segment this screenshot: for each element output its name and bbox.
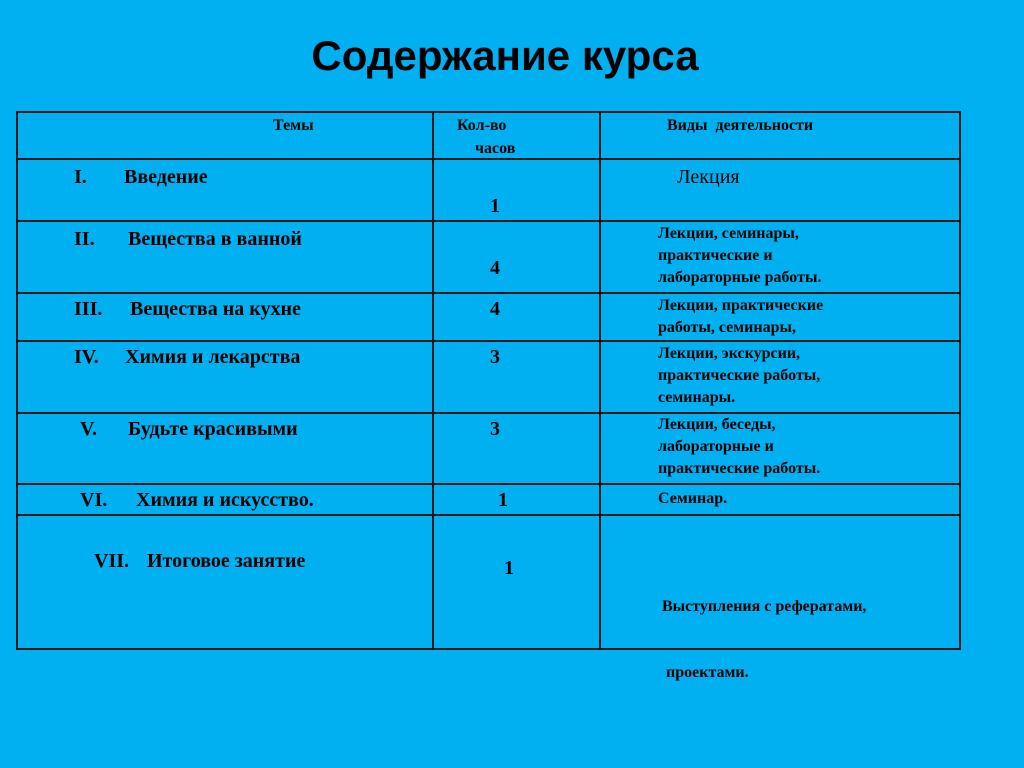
table-row-topic	[94, 550, 305, 573]
page-title: Содержание курса	[311, 32, 699, 79]
table-row-divider	[16, 340, 961, 342]
row-number: IV.	[74, 346, 99, 368]
table-border-top	[16, 111, 961, 113]
table-row-topic	[80, 489, 314, 512]
table-column-divider	[432, 111, 434, 650]
row-number: II.	[74, 228, 95, 250]
row-activity: Лекция	[677, 166, 740, 188]
activity-line: Лекции, экскурсии,	[658, 345, 801, 362]
row-number: VII.	[94, 550, 130, 572]
activity-line: семинары.	[658, 389, 736, 406]
row-number: VI.	[80, 489, 108, 511]
activity-line: лабораторные работы.	[658, 269, 822, 286]
table-column-divider	[599, 111, 601, 650]
table-border-left	[16, 111, 18, 650]
row-activity	[662, 552, 866, 706]
table-row-topic	[74, 298, 301, 321]
row-topic-label: Химия и искусство.	[136, 489, 314, 511]
table-row-topic	[74, 228, 302, 251]
row-topic-label: Химия и лекарства	[125, 346, 301, 368]
activity-line: лабораторные и	[658, 438, 774, 455]
activity-line: практические работы.	[658, 460, 821, 477]
row-topic-label: Вещества в ванной	[128, 228, 302, 250]
row-hours: 1	[504, 557, 514, 579]
row-hours: 4	[490, 298, 500, 320]
table-row-topic	[80, 418, 298, 441]
table-row-topic	[74, 346, 300, 369]
row-topic-label: Введение	[124, 166, 208, 188]
activity-line: Лекции, беседы,	[658, 416, 776, 433]
table-row-divider	[16, 514, 961, 516]
row-hours: 3	[490, 418, 500, 440]
row-topic-label: Вещества на кухне	[130, 298, 301, 320]
header-activities: Виды деятельности	[667, 117, 814, 134]
row-hours: 4	[490, 257, 500, 279]
row-number: V.	[80, 418, 97, 440]
activity-line: Лекции, семинары,	[658, 225, 799, 242]
table-row-divider	[16, 292, 961, 294]
activity-line: проектами.	[662, 664, 749, 681]
row-activity	[658, 343, 820, 409]
header-hours-line1: Кол-во	[457, 117, 507, 134]
table-border-right	[959, 111, 961, 650]
row-activity	[658, 295, 823, 339]
row-activity: Семинар.	[658, 490, 728, 507]
row-hours: 1	[498, 489, 508, 511]
activity-line: Выступления с рефератами,	[662, 598, 867, 615]
row-activity	[658, 223, 821, 289]
activity-line: практические работы,	[658, 367, 821, 384]
activity-line: практические и	[658, 247, 773, 264]
activity-line: работы, семинары,	[658, 319, 796, 336]
row-hours: 1	[490, 195, 500, 217]
row-topic-label: Итоговое занятие	[147, 550, 306, 572]
row-number: I.	[74, 166, 87, 188]
table-row-divider	[16, 220, 961, 222]
row-number: III.	[74, 298, 103, 320]
table-row-divider	[16, 483, 961, 485]
row-activity	[658, 414, 820, 480]
row-hours: 3	[490, 346, 500, 368]
table-row-divider	[16, 158, 961, 160]
header-topics: Темы	[273, 117, 314, 134]
row-topic-label: Будьте красивыми	[128, 418, 298, 440]
header-hours-line2: часов	[475, 140, 516, 157]
table-row-topic	[74, 166, 208, 189]
activity-line: Лекции, практические	[658, 297, 824, 314]
